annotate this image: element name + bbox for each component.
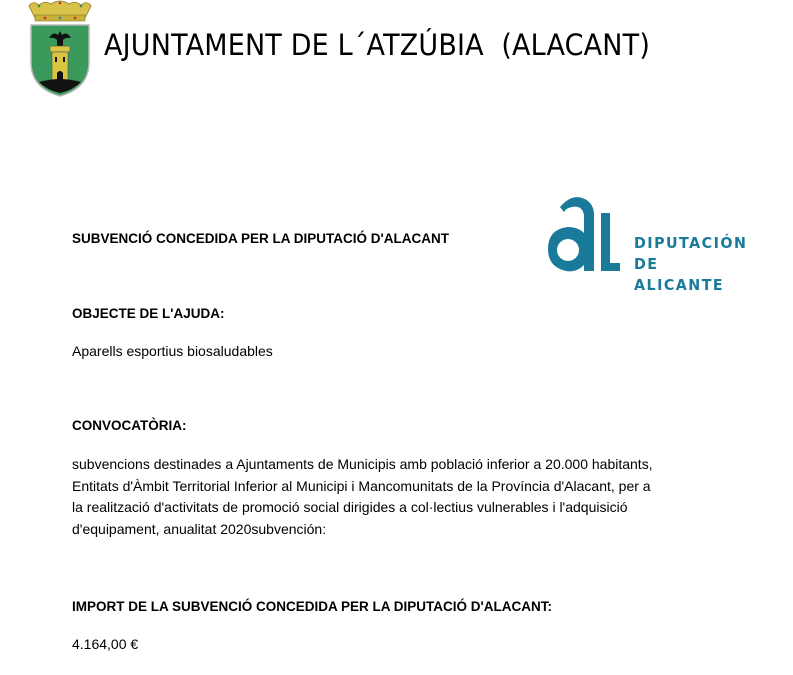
call-line: la realització d'activitats de promoció social dirigides a col·lectius vulnerables i l'adquisició [72,499,628,516]
call-description [72,454,752,541]
call-line: subvencions destinades a Ajuntaments de Municipis amb població inferior a 20.000 habitants, [72,456,653,472]
call-heading: CONVOCATÒRIA: [72,418,187,433]
document-subtitle: SUBVENCIÓ CONCEDIDA PER LA DIPUTACIÓ D'ALACANT [72,231,449,246]
amount-heading: IMPORT DE LA SUBVENCIÓ CONCEDIDA PER LA DIPUTACIÓ D'ALACANT: [72,599,552,614]
amount-value: 4.164,00 € [72,636,139,652]
object-heading: OBJECTE DE L'AJUDA: [72,306,225,321]
call-line: d'equipament, anualitat 2020subvención: [72,521,327,538]
call-line: Entitats d'Àmbit Territorial Inferior al Municipi i Mancomunitats de la Província d'Alacant, per a [72,477,651,494]
page-title: AJUNTAMENT DE L´ATZÚBIA (ALACANT) [104,28,651,62]
diputacion-logo-line2: DE ALICANTE [634,255,725,294]
diputacion-logo-line1: DIPUTACIÓN [634,234,748,252]
object-value: Aparells esportius biosaludables [72,343,273,359]
diputacion-al-logo-icon [546,193,621,273]
diputacion-logo-text [634,233,747,296]
coat-of-arms-icon [25,0,95,98]
diputacion-logo [546,193,756,294]
